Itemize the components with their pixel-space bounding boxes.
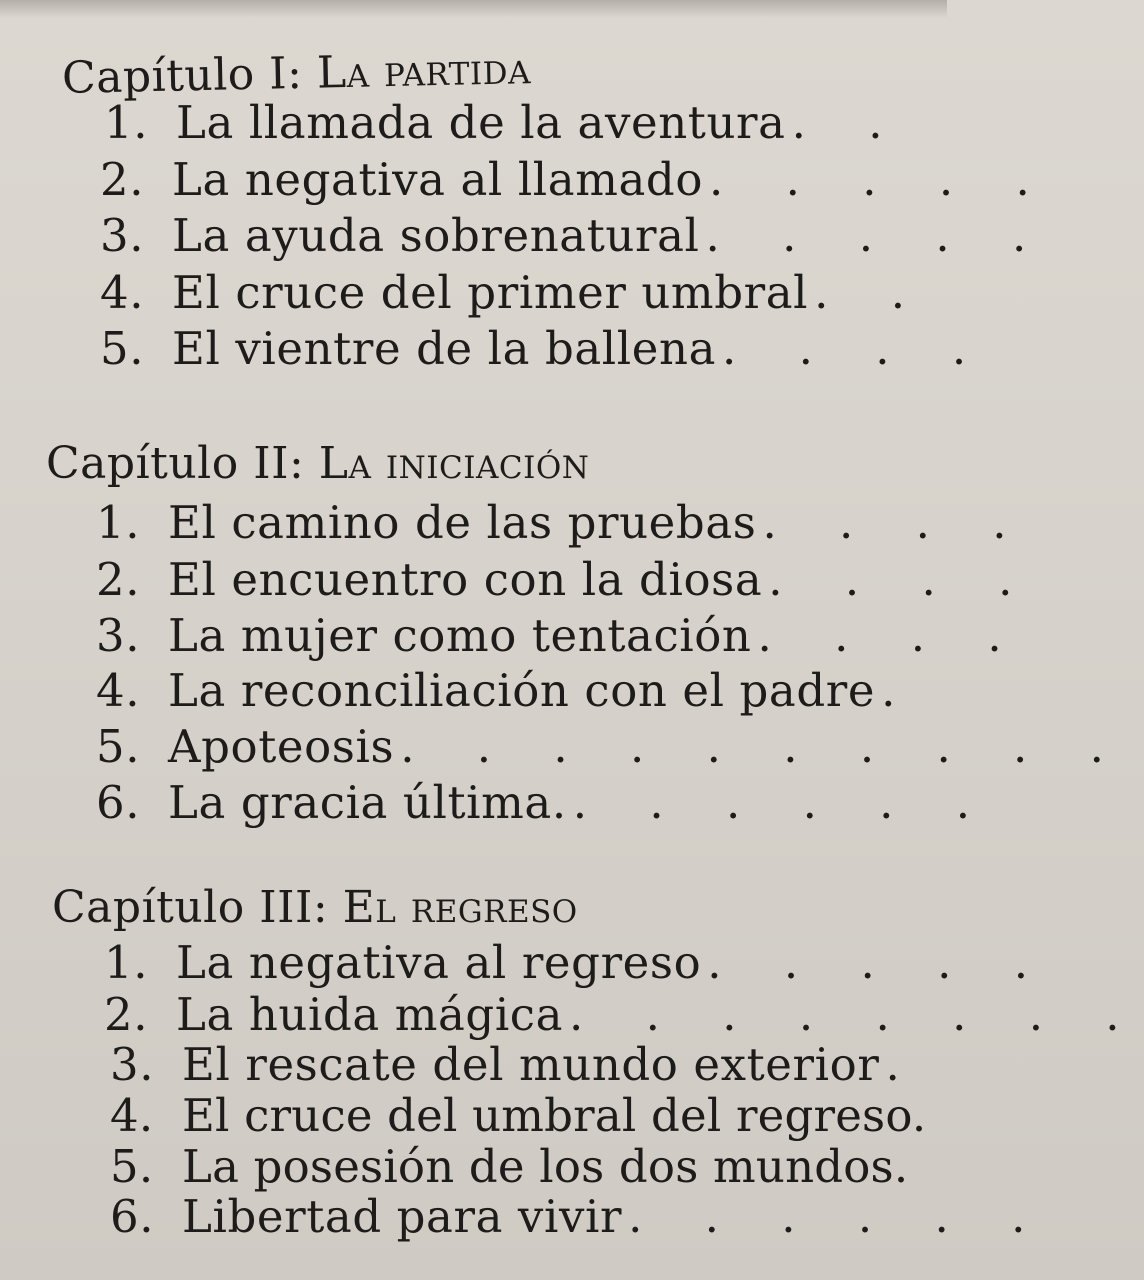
- entry-title: El rescate del mundo exterior: [182, 1038, 880, 1091]
- chapter-label: Capítulo II:: [46, 438, 305, 489]
- toc-entry: [104, 988, 1144, 1041]
- entry-number: 6.: [110, 1190, 155, 1243]
- entry-title: La posesión de los dos mundos.: [182, 1140, 909, 1193]
- dot-leader: . . . . . . . .: [569, 988, 1144, 1041]
- toc-entry: [104, 96, 907, 149]
- entry-number: 5.: [96, 720, 141, 773]
- toc-entry: [100, 153, 1054, 206]
- dot-leader: . . . .: [757, 609, 1026, 662]
- toc-entry: [96, 496, 1031, 549]
- entry-number: 4.: [100, 266, 145, 319]
- dot-leader: . . . . . .: [572, 776, 995, 829]
- toc-entry: [96, 776, 995, 829]
- entry-title: El camino de las pruebas: [168, 496, 757, 549]
- entry-number: 2.: [104, 988, 149, 1041]
- dot-leader: .: [885, 1038, 924, 1091]
- entry-title: Libertad para vivir: [182, 1190, 623, 1243]
- entry-title: La negativa al regreso: [176, 936, 702, 989]
- entry-title: La mujer como tentación: [168, 609, 752, 662]
- entry-title: Apoteosis: [168, 720, 395, 773]
- entry-title: La reconciliación con el padre: [168, 664, 876, 717]
- entry-title: El cruce del primer umbral: [172, 266, 809, 319]
- entry-number: 2.: [100, 153, 145, 206]
- dot-leader: . . . .: [768, 553, 1037, 606]
- entry-title: La gracia última.: [168, 776, 567, 829]
- dot-leader: . . . .: [762, 496, 1031, 549]
- entry-title: La negativa al llamado: [172, 153, 704, 206]
- chapter-label: Capítulo III:: [52, 882, 329, 933]
- dot-leader: .: [881, 664, 920, 717]
- toc-entry: [110, 1140, 914, 1193]
- dot-leader: . . . . . .: [628, 1190, 1050, 1243]
- entry-number: 3.: [96, 609, 141, 662]
- dot-leader: . . . . .: [709, 153, 1054, 206]
- dot-leader: . . . . .: [707, 936, 1053, 989]
- entry-number: 1.: [96, 496, 141, 549]
- toc-entry: [100, 209, 1051, 262]
- dot-leader: . . . . .: [705, 209, 1051, 262]
- toc-entry: [96, 553, 1037, 606]
- entry-number: 4.: [96, 664, 141, 717]
- entry-number: 2.: [96, 553, 141, 606]
- chapter-title: La partida: [316, 43, 532, 99]
- entry-number: 6.: [96, 776, 141, 829]
- chapter-heading: [61, 43, 532, 104]
- entry-number: 1.: [104, 936, 149, 989]
- entry-title: El cruce del umbral del regreso.: [182, 1089, 927, 1142]
- dot-leader: . . . .: [722, 322, 991, 375]
- toc-entry: [96, 609, 1026, 662]
- entry-title: La huida mágica: [176, 988, 564, 1041]
- toc-entry: [110, 1089, 932, 1142]
- page-edge-shadow: [0, 0, 947, 18]
- entry-number: 5.: [110, 1140, 154, 1193]
- dot-leader: . . . . . . . . . .: [400, 720, 1128, 773]
- entry-number: 3.: [110, 1038, 155, 1091]
- toc-entry: [110, 1190, 1050, 1243]
- dot-leader: . .: [791, 96, 907, 149]
- entry-number: 5.: [100, 322, 145, 375]
- dot-leader: . .: [814, 266, 930, 319]
- entry-title: La llamada de la aventura: [176, 96, 786, 149]
- toc-entry: [100, 266, 930, 319]
- toc-entry: [100, 322, 991, 375]
- toc-entry: [96, 720, 1128, 773]
- entry-number: 3.: [100, 209, 145, 262]
- chapter-label: Capítulo I:: [61, 47, 303, 104]
- toc-entry: [96, 664, 920, 717]
- chapter-title: El regreso: [342, 882, 578, 933]
- entry-number: 1.: [104, 96, 149, 149]
- toc-entry: [110, 1038, 924, 1091]
- entry-title: El encuentro con la diosa: [168, 553, 763, 606]
- chapter-heading: [46, 438, 590, 489]
- chapter-heading: [52, 882, 578, 933]
- chapter-title: La iniciación: [318, 438, 590, 489]
- entry-title: La ayuda sobrenatural: [172, 209, 700, 262]
- toc-entry: [104, 936, 1053, 989]
- entry-number: 4.: [110, 1089, 154, 1142]
- entry-title: El vientre de la ballena: [172, 322, 717, 375]
